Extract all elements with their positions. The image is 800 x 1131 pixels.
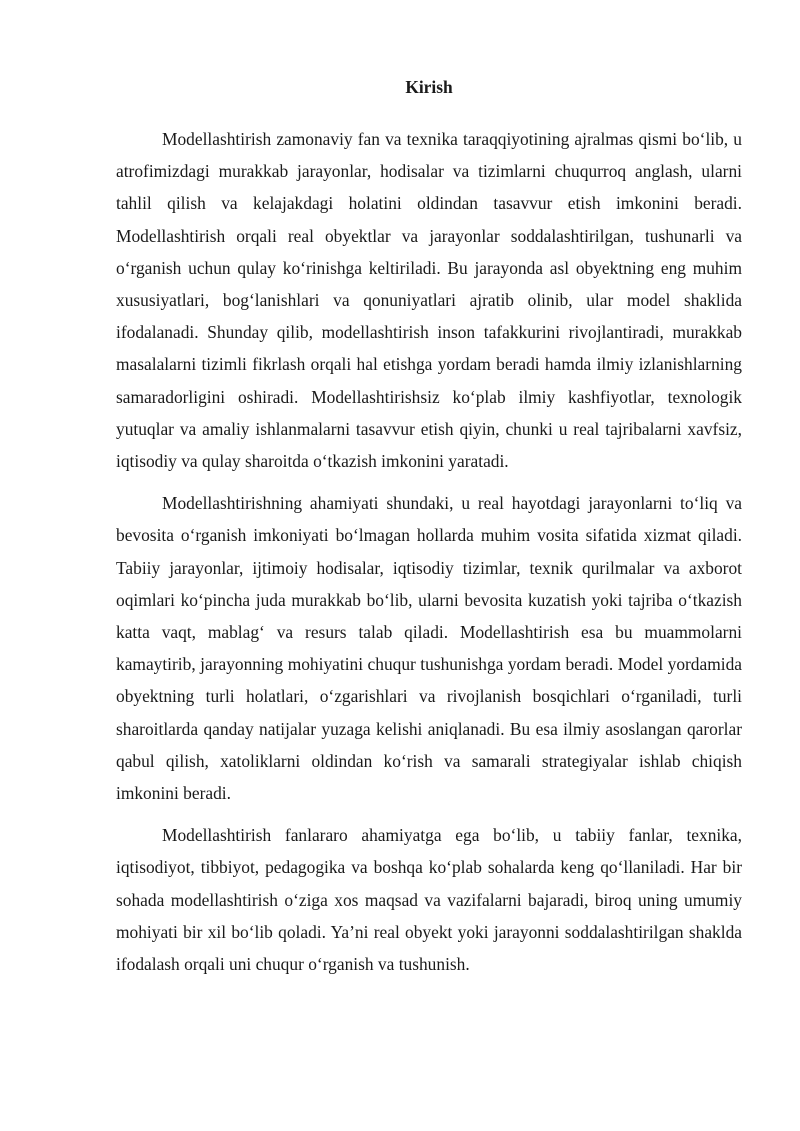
paragraph-3: Modellashtirish fanlararo ahamiyatga ega bo‘lib, u tabiiy fanlar, texnika, iqtisodiyot, tibbiyot, pedagogika va boshqa ko‘plab sohalarda keng qo‘llaniladi. Har bir sohada modellashtirish o‘ziga xos maqsad va vazifalarni bajaradi, biroq uning umumiy mohiyati bir xil bo‘lib qoladi. Ya’ni real obyekt yoki jarayonni soddalashtirilgan shaklda ifodalash orqali uni chuqur o‘rganish va tushunish.	[116, 825, 742, 975]
paragraph-2: Modellashtirishning ahamiyati shundaki, u real hayotdagi jarayonlarni to‘liq va bevosita o‘rganish imkoniyati bo‘lmagan hollarda muhim vosita sifatida xizmat qiladi. Tabiiy jarayonlar, ijtimoiy hodisalar, iqtisodiy tizimlar, texnik qurilmalar va axborot oqimlari ko‘pincha juda murakkab bo‘lib, ularni bevosita kuzatish yoki tajriba o‘tkazish katta vaqt, mablag‘ va resurs talab qiladi. Modellashtirish esa bu muammolarni kamaytirib, jarayonning mohiyatini chuqur tushunishga yordam beradi. Model yordamida obyektning turli holatlari, o‘zgarishlari va rivojlanish bosqichlari o‘rganiladi, turli sharoitlarda qanday natijalar yuzaga kelishi aniqlanadi. Bu esa ilmiy asoslangan qarorlar qabul qilish, xatoliklarni oldindan ko‘rish va samarali strategiyalar ishlab chiqish imkonini beradi.	[116, 493, 742, 804]
document-body	[116, 74, 742, 990]
section-title: Kirish	[405, 77, 453, 97]
paragraph-1: Modellashtirish zamonaviy fan va texnika taraqqiyotining ajralmas qismi bo‘lib, u atrofimizdagi murakkab jarayonlar, hodisalar va tizimlarni chuqurroq anglash, ularni tahlil qilish va kelajakdagi holatini oldindan tasavvur etish imkonini beradi. Modellashtirish orqali real obyektlar va jarayonlar soddalashtirilgan, tushunarli va o‘rganish uchun qulay ko‘rinishga keltiriladi. Bu jarayonda asl obyektning eng muhim xususiyatlari, bog‘lanishlari va qonuniyatlari ajratib olinib, ular model shaklida ifodalanadi. Shunday qilib, modellashtirish inson tafakkurini rivojlantiradi, murakkab masalalarni tizimli fikrlash orqali hal etishga yordam beradi hamda ilmiy izlanishlarning samaradorligini oshiradi. Modellashtirishsiz ko‘plab ilmiy kashfiyotlar, texnologik yutuqlar va amaliy ishlanmalarni tasavvur etish qiyin, chunki u real tajribalarni xavfsiz, iqtisodiy va qulay sharoitda o‘tkazish imkonini yaratadi.	[116, 129, 742, 472]
